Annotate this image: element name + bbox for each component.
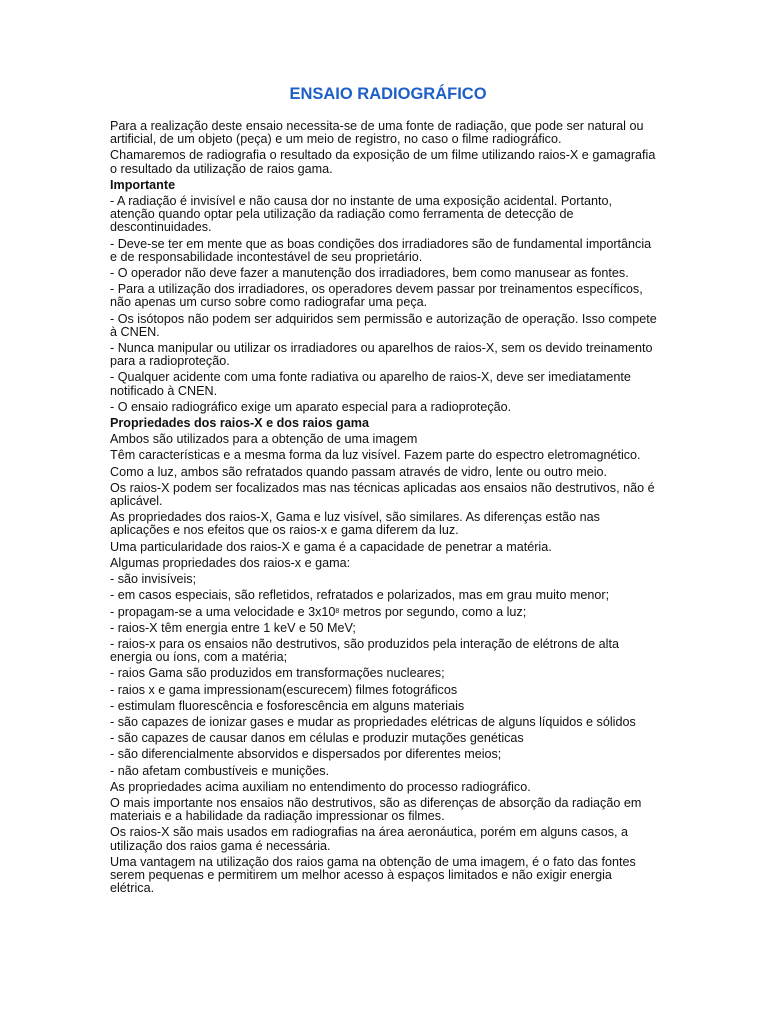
speed-prefix: - propagam-se a uma velocidade e 3x10 [110,604,336,619]
important-item: - Para a utilização dos irradiadores, os operadores devem passar por treinamentos específicos, não apenas um curso sobre como radiografar uma peça. [110,282,643,310]
property-item: - raios Gama são produzidos em transformações nucleares; [110,666,445,681]
closing-paragraph: Os raios-X são mais usados em radiografias na área aeronáutica, porém em alguns casos, a utilização dos raios gama é necessária. [110,825,629,853]
properties-paragraph: Ambos são utilizados para a obtenção de uma imagem [110,432,418,447]
important-item: - O operador não deve fazer a manutenção dos irradiadores, bem como manusear as fontes. [110,266,629,281]
important-item: - A radiação é invisível e não causa dor no instante de uma exposição acidental. Portanto, atenção quando optar pela utilização da radiação como ferramenta de detecção de descontinuidades. [110,194,612,235]
important-item: - Nunca manipular ou utilizar os irradiadores ou aparelhos de raios-X, sem os devido treinamento para a radioproteção. [110,341,653,369]
properties-paragraph: Como a luz, ambos são refratados quando passam através de vidro, lente ou outro meio. [110,464,608,479]
important-item: - Os isótopos não podem ser adquiridos sem permissão e autorização de operação. Isso compete à CNEN. [110,311,657,339]
property-item: - raios-x para os ensaios não destrutivos, são produzidos pela interação de elétrons de alta energia ou íons, com a matéria; [110,636,619,665]
important-item: - Deve-se ter em mente que as boas condições dos irradiadores são de fundamental importância e de responsabilidade incontestável de seu proprietário. [110,236,652,264]
property-item: - são capazes de ionizar gases e mudar as propriedades elétricas de alguns líquidos e sólidos [110,714,636,729]
property-item: - estimulam fluorescência e fosforescência em alguns materiais [110,698,465,713]
property-item: - não afetam combustíveis e munições. [110,763,330,778]
property-item: - raios x e gama impressionam(escurecem) filmes fotográficos [110,682,458,697]
properties-paragraph: Os raios-X podem ser focalizados mas nas técnicas aplicadas aos ensaios não destrutivos, não é aplicável. [110,480,655,509]
intro-paragraph-2: Chamaremos de radiografia o resultado da exposição de um filme utilizando raios-X e gamagrafia o resultado da utilização de raios gama. [110,148,656,176]
closing-paragraph: Uma vantagem na utilização dos raios gama na obtenção de uma imagem, é o fato das fontes serem pequenas e permitirem um melhor acesso à espaços limitados e não exigir energia elétrica. [110,854,636,896]
properties-heading: Propriedades dos raios-X e dos raios gama [110,416,369,431]
important-item: - Qualquer acidente com uma fonte radiativa ou aparelho de raios-X, deve ser imediatamente notificado à CNEN. [110,370,631,398]
speed-exponent: 8 [335,607,340,615]
property-item: - são invisíveis; [110,572,197,587]
properties-paragraph: Uma particularidade dos raios-X e gama é a capacidade de penetrar a matéria. [110,539,552,554]
speed-suffix: metros por segundo, como a luz; [339,604,527,619]
property-item: - são diferencialmente absorvidos e dispersados por diferentes meios; [110,747,502,762]
property-item-speed [110,606,658,619]
properties-paragraph: Algumas propriedades dos raios-x e gama: [110,555,351,570]
closing-paragraph: As propriedades acima auxiliam no entendimento do processo radiográfico. [110,779,531,794]
important-item: - O ensaio radiográfico exige um aparato especial para a radioproteção. [110,399,512,414]
property-item: - raios-X têm energia entre 1 keV e 50 MeV; [110,620,356,635]
intro-paragraph-1: Para a realização deste ensaio necessita-se de uma fonte de radiação, que pode ser natural ou artificial, de um objeto (peça) e um meio de registro, no caso o filme radiográfico. [110,119,644,147]
properties-paragraph: As propriedades dos raios-X, Gama e luz visível, são similares. As diferenças estão nas aplicações e nos efeitos que os raios-x e gama diferem da luz. [110,510,600,538]
important-heading: Importante [110,177,176,192]
closing-paragraph: O mais importante nos ensaios não destrutivos, são as diferenças de absorção da radiação em materiais e a habilidade da radiação impressionar os filmes. [110,795,642,824]
document-title: ENSAIO RADIOGRÁFICO [289,85,487,103]
properties-paragraph: Têm características e a mesma forma da luz visível. Fazem parte do espectro eletromagnético. [110,448,641,463]
property-item: - são capazes de causar danos em células e produzir mutações genéticas [110,731,524,746]
property-item: - em casos especiais, são refletidos, refratados e polarizados, mas em grau muito menor; [110,588,610,603]
document-page [110,84,658,898]
